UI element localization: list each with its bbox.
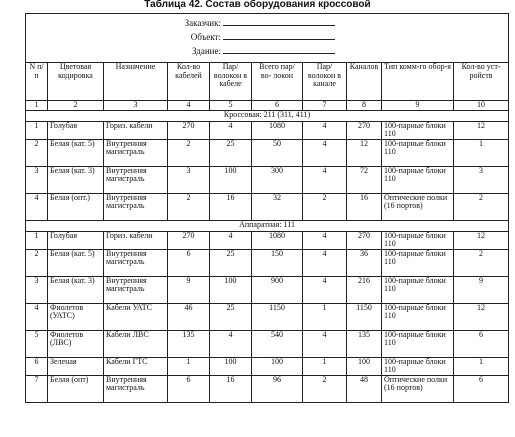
table-cell: 150	[252, 249, 303, 276]
column-number-cell: 9	[382, 101, 454, 111]
section-title: Аппаратная: 111	[26, 220, 509, 231]
table-cell: 1	[26, 121, 48, 139]
table-cell: 3	[26, 276, 48, 303]
table-cell: 2	[454, 249, 509, 276]
column-number-cell: 8	[347, 101, 382, 111]
building-line	[174, 45, 335, 56]
table-cell: 100-парные блоки 110	[382, 303, 454, 330]
table-cell: 270	[168, 121, 210, 139]
table-cell: 135	[168, 330, 210, 357]
object-underline	[223, 31, 335, 40]
table-cell: 1150	[347, 303, 382, 330]
object-label: Объект:	[190, 32, 221, 42]
table-cell: 100	[210, 357, 252, 375]
table-cell: 16	[210, 193, 252, 220]
table-cell: Внутренняя магистраль	[104, 139, 168, 166]
column-number-row	[26, 101, 509, 111]
table-cell: 6	[168, 375, 210, 402]
table-cell: Внутренняя магистраль	[104, 249, 168, 276]
table-cell: 2	[26, 249, 48, 276]
table-cell: 4	[210, 330, 252, 357]
table-cell: 1080	[252, 121, 303, 139]
table-cell: 16	[210, 375, 252, 402]
table-cell: Оптические полки (16 портов)	[382, 193, 454, 220]
table-cell: 6	[454, 375, 509, 402]
table-cell: 12	[454, 231, 509, 249]
table-cell: 12	[454, 121, 509, 139]
table-cell: 72	[347, 166, 382, 193]
table-cell: 96	[252, 375, 303, 402]
table-cell: 100-парные блоки 110	[382, 276, 454, 303]
table-cell: 25	[210, 139, 252, 166]
object-line	[174, 31, 335, 42]
header-cell: Пар/ волокон в кабеле	[210, 63, 252, 101]
header-cell: Пар/ волокон в канале	[303, 63, 347, 101]
table-cell: 25	[210, 249, 252, 276]
table-cell: Кабели УАТС	[104, 303, 168, 330]
table-cell: Внутренняя магистраль	[104, 193, 168, 220]
table-cell: 100	[347, 357, 382, 375]
info-block	[26, 14, 509, 63]
header-cell: Цветовая кодировка	[48, 63, 104, 101]
table-cell: Фиолетов (ЛВС)	[48, 330, 104, 357]
table-cell: 12	[347, 139, 382, 166]
table-cell: 135	[347, 330, 382, 357]
table-cell: Белая (кат. 3)	[48, 166, 104, 193]
table-cell: Белая (опт)	[48, 375, 104, 402]
table-cell: 46	[168, 303, 210, 330]
table-cell: 4	[303, 231, 347, 249]
table-cell: 16	[347, 193, 382, 220]
table-cell: Оптические полки (16 портов)	[382, 375, 454, 402]
section-row	[26, 110, 509, 121]
column-number-cell: 7	[303, 101, 347, 111]
table-cell: 2	[168, 193, 210, 220]
table-row	[26, 139, 509, 166]
table-cell: 4	[210, 231, 252, 249]
header-cell: Кол-во уст- ройств	[454, 63, 509, 101]
header-cell: Всего пар/ во- локон	[252, 63, 303, 101]
table-cell: 1080	[252, 231, 303, 249]
table-cell: Белая (опт.)	[48, 193, 104, 220]
table-cell: 4	[26, 193, 48, 220]
table-cell: Белая (кат. 5)	[48, 249, 104, 276]
table-cell: 100-парные блоки 110	[382, 249, 454, 276]
table-cell: 100-парные блоки 110	[382, 357, 454, 375]
table-cell: 6	[26, 357, 48, 375]
table-row	[26, 357, 509, 375]
table-cell: 1	[303, 303, 347, 330]
table-row	[26, 193, 509, 220]
header-row	[26, 63, 509, 101]
table-cell: 100	[210, 166, 252, 193]
table-cell: 216	[347, 276, 382, 303]
table-cell: Фиолетов (УАТС)	[48, 303, 104, 330]
column-number-cell: 6	[252, 101, 303, 111]
column-number-cell: 5	[210, 101, 252, 111]
table-row	[26, 166, 509, 193]
table-cell: 1	[168, 357, 210, 375]
section-title: Кроссовая: 211 (311, 411)	[26, 110, 509, 121]
table-cell: 4	[303, 249, 347, 276]
table-cell: 900	[252, 276, 303, 303]
table-cell: 100-парные блоки 110	[382, 166, 454, 193]
table-cell: 48	[347, 375, 382, 402]
table-cell: 1	[454, 139, 509, 166]
table-cell: 3	[168, 166, 210, 193]
header-cell: Каналов	[347, 63, 382, 101]
table-cell: 4	[26, 303, 48, 330]
table-cell: 270	[347, 121, 382, 139]
header-cell: N п/п	[26, 63, 48, 101]
column-number-cell: 1	[26, 101, 48, 111]
table-cell: 2	[26, 139, 48, 166]
table-cell: 4	[303, 276, 347, 303]
table-cell: 4	[303, 166, 347, 193]
table-cell: Кабели ГТС	[104, 357, 168, 375]
table-cell: 4	[210, 121, 252, 139]
table-cell: Кабели ЛВС	[104, 330, 168, 357]
section-row	[26, 220, 509, 231]
table-cell: 100-парные блоки 110	[382, 121, 454, 139]
table-cell: 4	[303, 121, 347, 139]
table-cell: 9	[454, 276, 509, 303]
table-row	[26, 121, 509, 139]
table-cell: 36	[347, 249, 382, 276]
table-row	[26, 330, 509, 357]
building-underline	[223, 45, 335, 54]
column-number-cell: 4	[168, 101, 210, 111]
table-cell: 2	[454, 193, 509, 220]
column-number-cell: 2	[48, 101, 104, 111]
customer-line	[174, 17, 335, 28]
table-cell: 100	[210, 276, 252, 303]
header-cell: Назначение	[104, 63, 168, 101]
table-cell: 4	[303, 330, 347, 357]
table-cell: Зеленая	[48, 357, 104, 375]
table-row	[26, 375, 509, 402]
table-cell: 270	[168, 231, 210, 249]
column-number-cell: 10	[454, 101, 509, 111]
table-cell: 32	[252, 193, 303, 220]
customer-underline	[223, 17, 335, 26]
header-cell: Тип комм-го обор-я	[382, 63, 454, 101]
building-label: Здание:	[192, 46, 221, 56]
table-cell: 100-парные блоки 110	[382, 139, 454, 166]
table-cell: 4	[303, 139, 347, 166]
table-cell: 100-парные блоки 110	[382, 231, 454, 249]
table-row	[26, 276, 509, 303]
table-caption: Таблица 42. Состав оборудования кроссовой	[144, 0, 371, 10]
table-cell: 2	[303, 375, 347, 402]
table-cell: 300	[252, 166, 303, 193]
table-cell: 1	[26, 231, 48, 249]
table-cell: Голубая	[48, 121, 104, 139]
table-cell: Внутренняя магистраль	[104, 276, 168, 303]
table-cell: 3	[26, 166, 48, 193]
table-cell: 2	[303, 193, 347, 220]
table-cell: 5	[26, 330, 48, 357]
table-cell: 540	[252, 330, 303, 357]
table-cell: 2	[168, 139, 210, 166]
table-cell: 100	[252, 357, 303, 375]
column-number-cell: 3	[104, 101, 168, 111]
table-cell: Гориз. кабели	[104, 231, 168, 249]
table-cell: 50	[252, 139, 303, 166]
table-cell: 1150	[252, 303, 303, 330]
table-cell: 3	[454, 166, 509, 193]
table-row	[26, 231, 509, 249]
table-cell: 12	[454, 303, 509, 330]
table-row	[26, 303, 509, 330]
header-cell: Кол-во кабелей	[168, 63, 210, 101]
table-cell: Внутренняя магистраль	[104, 166, 168, 193]
table-row	[26, 249, 509, 276]
table-cell: 270	[347, 231, 382, 249]
table-cell: Голубая	[48, 231, 104, 249]
table-cell: 7	[26, 375, 48, 402]
table-cell: 100-парные блоки 110	[382, 330, 454, 357]
table-cell: 6	[454, 330, 509, 357]
table-cell: Гориз. кабели	[104, 121, 168, 139]
table-cell: Внутренняя магистраль	[104, 375, 168, 402]
table-cell: 25	[210, 303, 252, 330]
equipment-table	[25, 13, 509, 403]
table-cell: 6	[168, 249, 210, 276]
customer-label: Заказчик:	[184, 18, 221, 28]
table-cell: Белая (кат. 3)	[48, 276, 104, 303]
table-cell: 1	[303, 357, 347, 375]
table-cell: 9	[168, 276, 210, 303]
table-cell: Белая (кат. 5)	[48, 139, 104, 166]
table-cell: 1	[454, 357, 509, 375]
